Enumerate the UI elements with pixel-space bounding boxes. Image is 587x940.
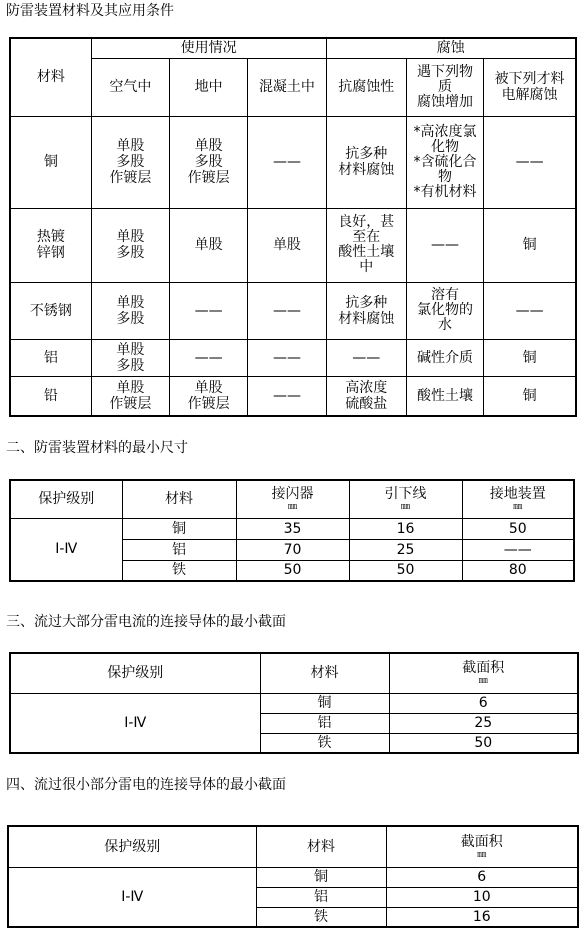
section3-title: 三、流过大部分雷电流的连接导体的最小截面	[6, 614, 286, 630]
header-increased-by: 遇下列物 质 腐蚀增加	[406, 58, 483, 116]
cell-air-terminal: 35	[236, 518, 349, 539]
cell-increased-by: 酸性土壤	[406, 376, 483, 416]
cell-ground: ——	[170, 339, 248, 376]
cell-material: 铁	[260, 733, 389, 753]
cell-ground: 单股 多股 作镀层	[170, 116, 248, 208]
cell-air: 单股 多股	[91, 282, 169, 339]
cell-area: 16	[386, 907, 578, 927]
cell-air-terminal: 70	[236, 539, 349, 560]
cell-material: 铁	[256, 907, 386, 927]
cell-air: 单股 多股 作镀层	[91, 116, 169, 208]
cell-ground: 单股 作镀层	[170, 376, 248, 416]
section4-title: 四、流过很小部分雷电的连接导体的最小截面	[6, 777, 286, 793]
cell-resistance: 良好，甚 至在 酸性土壤 中	[326, 208, 406, 282]
cell-resistance: ——	[326, 339, 406, 376]
cell-level: Ⅰ-Ⅳ	[10, 518, 122, 581]
large-current-section-table	[9, 652, 579, 754]
cell-material: 铁	[122, 560, 236, 581]
table-row	[10, 693, 578, 713]
header-air-terminal	[236, 480, 349, 518]
cell-dissolved-by: 铜	[484, 339, 576, 376]
cell-air: 单股 多股	[91, 208, 169, 282]
header-earthing-label: 接地装置	[489, 486, 546, 503]
cell-concrete: ——	[248, 116, 326, 208]
unit-label: ㎜	[477, 849, 487, 860]
cell-increased-by: *高浓度氯 化物 *含硫化合 物 *有机材料	[406, 116, 483, 208]
cell-area: 50	[389, 733, 578, 753]
header-material: 材料	[256, 826, 386, 867]
cell-air: 单股 作镀层	[91, 376, 169, 416]
header-material: 材料	[122, 480, 236, 518]
header-level: 保护级别	[10, 653, 260, 693]
header-level: 保护级别	[8, 826, 256, 867]
cell-resistance: 抗多种 材料腐蚀	[326, 282, 406, 339]
table-row	[10, 339, 576, 376]
cell-area: 10	[386, 887, 578, 907]
cell-dissolved-by: ——	[484, 282, 576, 339]
table-row	[10, 518, 574, 539]
table-row	[10, 116, 576, 208]
materials-application-table	[9, 37, 577, 417]
cell-material: 铝	[10, 339, 91, 376]
header-area-label: 截面积	[460, 833, 503, 850]
cell-material: 铜	[260, 693, 389, 713]
header-material: 材料	[10, 38, 91, 116]
header-down-conductor	[349, 480, 462, 518]
table-row	[10, 376, 576, 416]
cell-material: 铜	[122, 518, 236, 539]
cell-concrete: ——	[248, 376, 326, 416]
cell-area: 6	[386, 867, 578, 887]
header-air: 空气中	[91, 58, 169, 116]
cell-dissolved-by: 铜	[484, 376, 576, 416]
cell-level: Ⅰ-Ⅳ	[10, 693, 260, 753]
cell-down-conductor: 25	[349, 539, 462, 560]
header-material: 材料	[260, 653, 389, 693]
cell-area: 6	[389, 693, 578, 713]
cell-area: 25	[389, 713, 578, 733]
cell-down-conductor: 50	[349, 560, 462, 581]
header-usage: 使用情况	[91, 38, 326, 58]
cell-down-conductor: 16	[349, 518, 462, 539]
unit-label: ㎜	[513, 502, 523, 513]
table-row	[8, 867, 578, 887]
cell-material: 不锈钢	[10, 282, 91, 339]
header-concrete: 混凝土中	[248, 58, 326, 116]
cell-concrete: ——	[248, 282, 326, 339]
cell-material: 铜	[256, 867, 386, 887]
cell-material: 铅	[10, 376, 91, 416]
cell-material: 铜	[10, 116, 91, 208]
cell-dissolved-by: ——	[484, 116, 576, 208]
cell-resistance: 抗多种 材料腐蚀	[326, 116, 406, 208]
cell-material: 铝	[122, 539, 236, 560]
cell-material: 铝	[260, 713, 389, 733]
cell-ground: ——	[170, 282, 248, 339]
unit-label: ㎜	[400, 502, 410, 513]
cell-dissolved-by: 铜	[484, 208, 576, 282]
cell-earthing: 80	[462, 560, 574, 581]
cell-resistance: 高浓度 硫酸盐	[326, 376, 406, 416]
unit-label: ㎜	[287, 502, 297, 513]
cell-material: 热镀 锌钢	[10, 208, 91, 282]
header-resistance: 抗腐蚀性	[326, 58, 406, 116]
cell-level: Ⅰ-Ⅳ	[8, 867, 256, 927]
header-dissolved-by: 被下列才料 电解腐蚀	[484, 58, 576, 116]
cell-increased-by: ——	[406, 208, 483, 282]
cell-ground: 单股	[170, 208, 248, 282]
section2-title: 二、防雷装置材料的最小尺寸	[6, 440, 188, 456]
cell-material: 铝	[256, 887, 386, 907]
header-area	[386, 826, 578, 867]
cell-concrete: ——	[248, 339, 326, 376]
header-air-terminal-label: 接闪器	[271, 486, 314, 503]
cell-increased-by: 溶有 氯化物的 水	[406, 282, 483, 339]
cell-air-terminal: 50	[236, 560, 349, 581]
cell-concrete: 单股	[248, 208, 326, 282]
section1-title: 防雷装置材料及其应用条件	[6, 3, 174, 19]
header-area-label: 截面积	[462, 660, 505, 677]
header-earthing	[462, 480, 574, 518]
header-area	[389, 653, 578, 693]
small-current-section-table	[7, 825, 579, 928]
cell-increased-by: 碱性介质	[406, 339, 483, 376]
cell-earthing: ——	[462, 539, 574, 560]
cell-earthing: 50	[462, 518, 574, 539]
header-ground: 地中	[170, 58, 248, 116]
header-down-conductor-label: 引下线	[384, 486, 427, 503]
header-corrosion: 腐蚀	[326, 38, 576, 58]
unit-label: ㎜	[478, 676, 488, 687]
minimum-size-table	[9, 479, 575, 582]
table-row	[10, 208, 576, 282]
table-row	[10, 282, 576, 339]
cell-air: 单股 多股	[91, 339, 169, 376]
header-level: 保护级别	[10, 480, 122, 518]
